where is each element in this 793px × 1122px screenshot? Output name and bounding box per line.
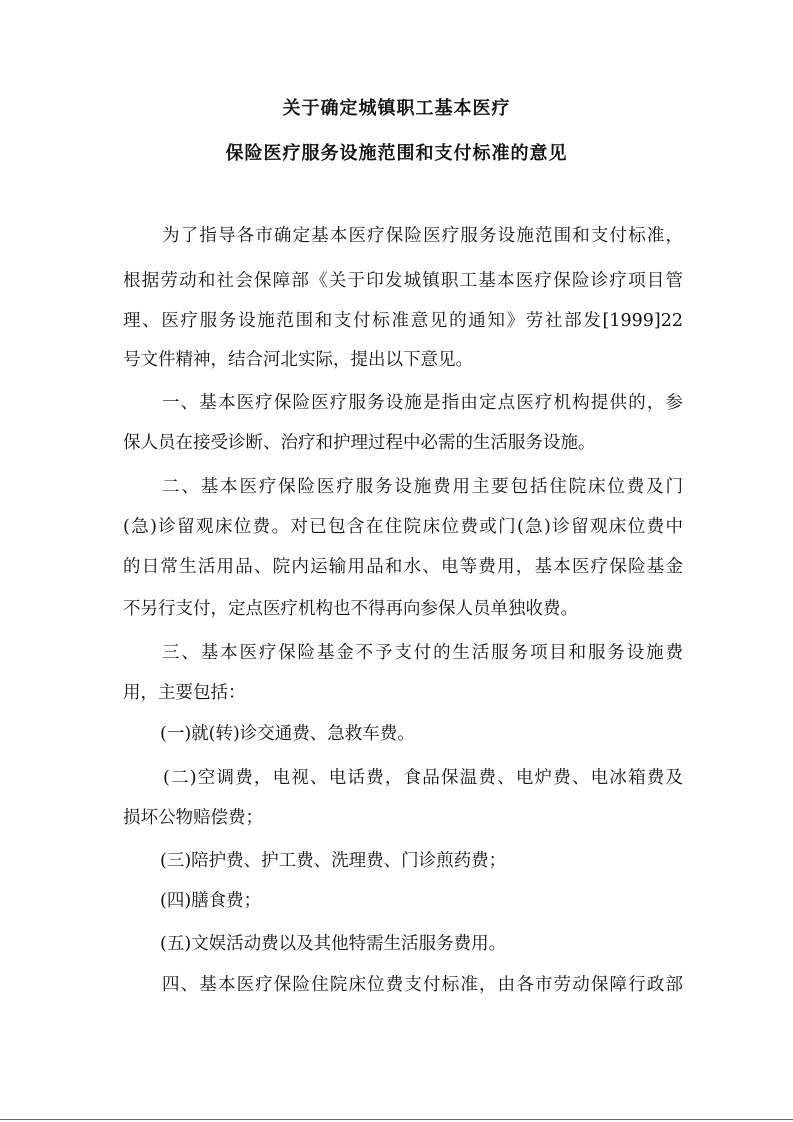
page-bottom-rule	[0, 1119, 793, 1120]
paragraph-line: 号文件精神，结合河北实际，提出以下意见。	[123, 350, 473, 370]
paragraph-line: 理、医疗服务设施范围和支付标准意见的通知》劳社部发[1999]22	[123, 311, 683, 331]
paragraph-line: 二、基本医疗保险医疗服务设施费用主要包括住院床位费及门	[162, 477, 683, 497]
list-item: (三)陪护费、护工费、洗理费、门诊煎药费；	[160, 851, 507, 871]
list-item: (一)就(转)诊交通费、急救车费。	[160, 724, 415, 744]
paragraph-line: 四、基本医疗保险住院床位费支付标准，由各市劳动保障行政部	[162, 975, 683, 995]
paragraph-line: 三、基本医疗保险基金不予支付的生活服务项目和服务设施费	[162, 643, 683, 663]
paragraph-line: 的日常生活用品、院内运输用品和水、电等费用，基本医疗保险基金	[123, 557, 683, 577]
paragraph-line: 不另行支付，定点医疗机构也不得再向参保人员单独收费。	[123, 599, 578, 619]
list-item: (二)空调费，电视、电话费，食品保温费、电炉费、电冰箱费及	[163, 768, 683, 788]
paragraph-line: 根据劳动和社会保障部《关于印发城镇职工基本医疗保险诊疗项目管	[123, 271, 683, 291]
document-title-line-2: 保险医疗服务设施范围和支付标准的意见	[225, 143, 568, 164]
paragraph-line: 用，主要包括：	[123, 683, 246, 703]
list-item-continuation: 损坏公物赔偿费；	[123, 808, 263, 828]
document-title-line-1: 关于确定城镇职工基本医疗	[282, 98, 511, 119]
paragraph-line: (急)诊留观床位费。对已包含在住院床位费或门(急)诊留观床位费中	[123, 517, 683, 537]
list-item: (四)膳食费；	[160, 891, 262, 911]
paragraph-line: 一、基本医疗保险医疗服务设施是指由定点医疗机构提供的，参	[162, 393, 683, 413]
paragraph-line: 为了指导各市确定基本医疗保险医疗服务设施范围和支付标准，	[162, 226, 683, 246]
list-item: (五)文娱活动费以及其他特需生活服务费用。	[160, 934, 507, 954]
paragraph-line: 保人员在接受诊断、治疗和护理过程中必需的生活服务设施。	[123, 433, 596, 453]
